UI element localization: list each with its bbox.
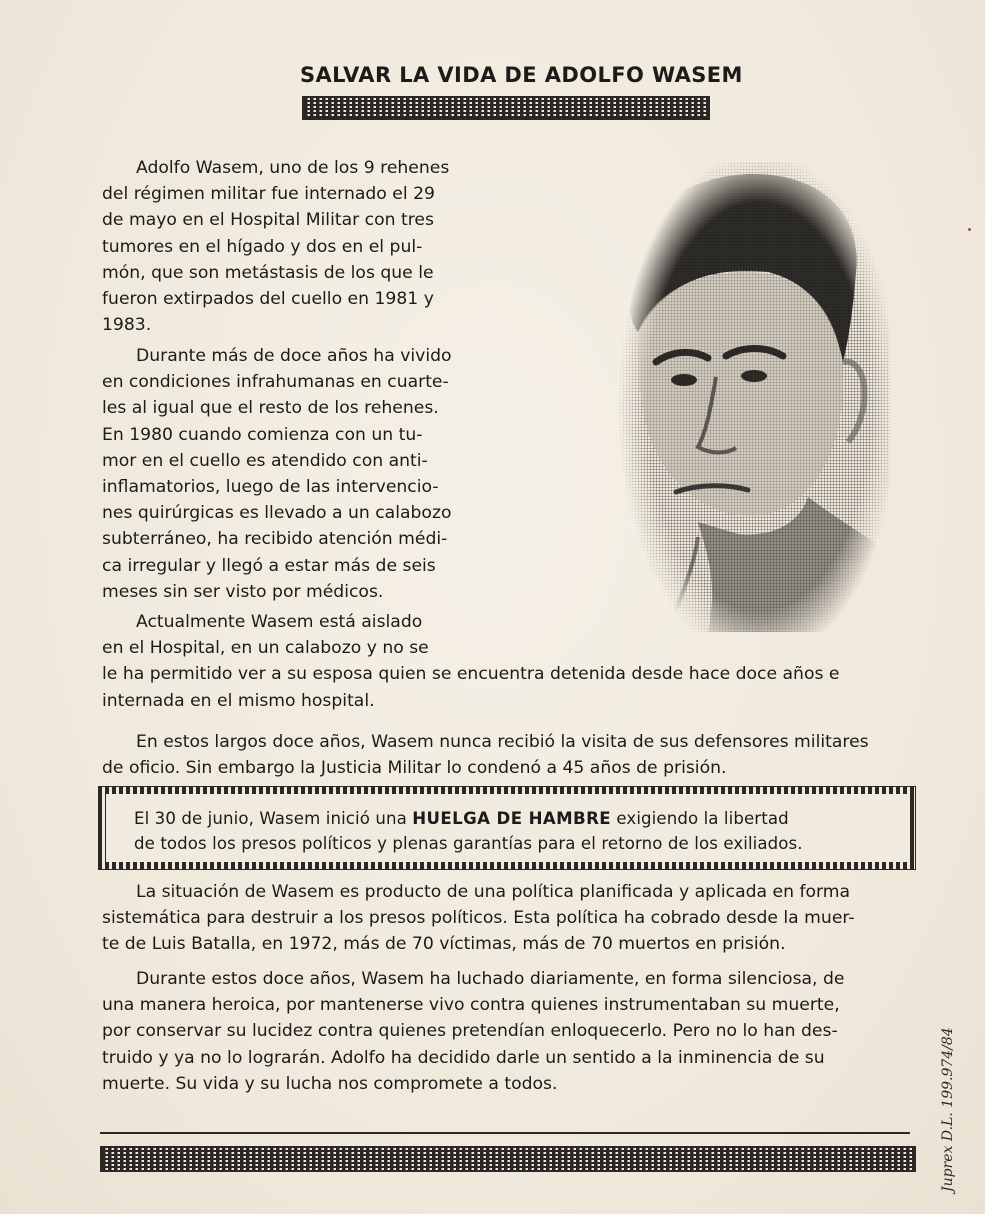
hunger-strike-emphasis: HUELGA DE HAMBRE (412, 809, 612, 828)
divider-line (100, 1132, 910, 1134)
paragraph-3: Actualmente Wasem está aislado en el Hospital, en un calabozo y no se le ha permitido ver a su esposa quien se encuentra detenida desde hace doce años e internada en el mismo hospital. (102, 612, 840, 711)
decorative-band-top (302, 96, 710, 120)
paragraph-1: Adolfo Wasem, uno de los 9 rehenes del régimen militar fue internado el 29 de mayo en el Hospital Militar con tres tumores en el hígado y dos en el pul- món, que son metástasis de los que le fueron extirpados del cuello en 1981 y 1983. (102, 158, 450, 336)
portrait-photo (598, 162, 890, 632)
paragraph-4: En estos largos doce años, Wasem nunca recibió la visita de sus defensores militares de oficio. Sin embargo la Justicia Militar lo condenó a 45 años de prisión. (102, 732, 869, 779)
portrait-silhouette (598, 162, 890, 632)
paragraph-5: La situación de Wasem es producto de una política planificada y aplicada en forma sistemática para destruir a los presos políticos. Esta política ha cobrado desde la muer- te de Luis Batalla, en 1972, más de 70 víctimas, más de 70 muertos en prisión. (102, 882, 855, 955)
ink-speck (968, 228, 971, 231)
paragraph-6: Durante estos doce años, Wasem ha luchado diariamente, en forma silenciosa, de una manera heroica, por mantenerse vivo contra quienes instrumentaban su muerte, por conservar su lucidez contra quienes pretendían enloquecerlo. Pero no lo han des- truido y ya no lo lograrán. Adolfo ha decidido darle un sentido a la inminencia de su muerte. Su vida y su lucha nos compromete a todos. (102, 969, 845, 1094)
decorative-band-bottom (100, 1146, 916, 1172)
hunger-strike-text: El 30 de junio, Wasem inició una HUELGA DE HAMBRE exigiendo la libertad de todos los presos políticos y plenas garantías para el retorno de los exiliados. (134, 809, 803, 853)
legal-deposit-note: Juprex D.L. 199.974/84 (940, 1027, 956, 1192)
paragraph-2: Durante más de doce años ha vivido en condiciones infrahumanas en cuarte- les al igual que el resto de los rehenes. En 1980 cuando comienza con un tu- mor en el cuello es atendido con anti- inflamatorios, luego de las intervencio- nes quirúrgicas es llevado a un calabozo subterráneo, ha recibido atención médi- ca irregular y llegó a estar más de seis meses sin ser visto por médicos. (102, 346, 452, 602)
page-title: SALVAR LA VIDA DE ADOLFO WASEM (300, 63, 743, 87)
hunger-strike-box (98, 786, 916, 870)
